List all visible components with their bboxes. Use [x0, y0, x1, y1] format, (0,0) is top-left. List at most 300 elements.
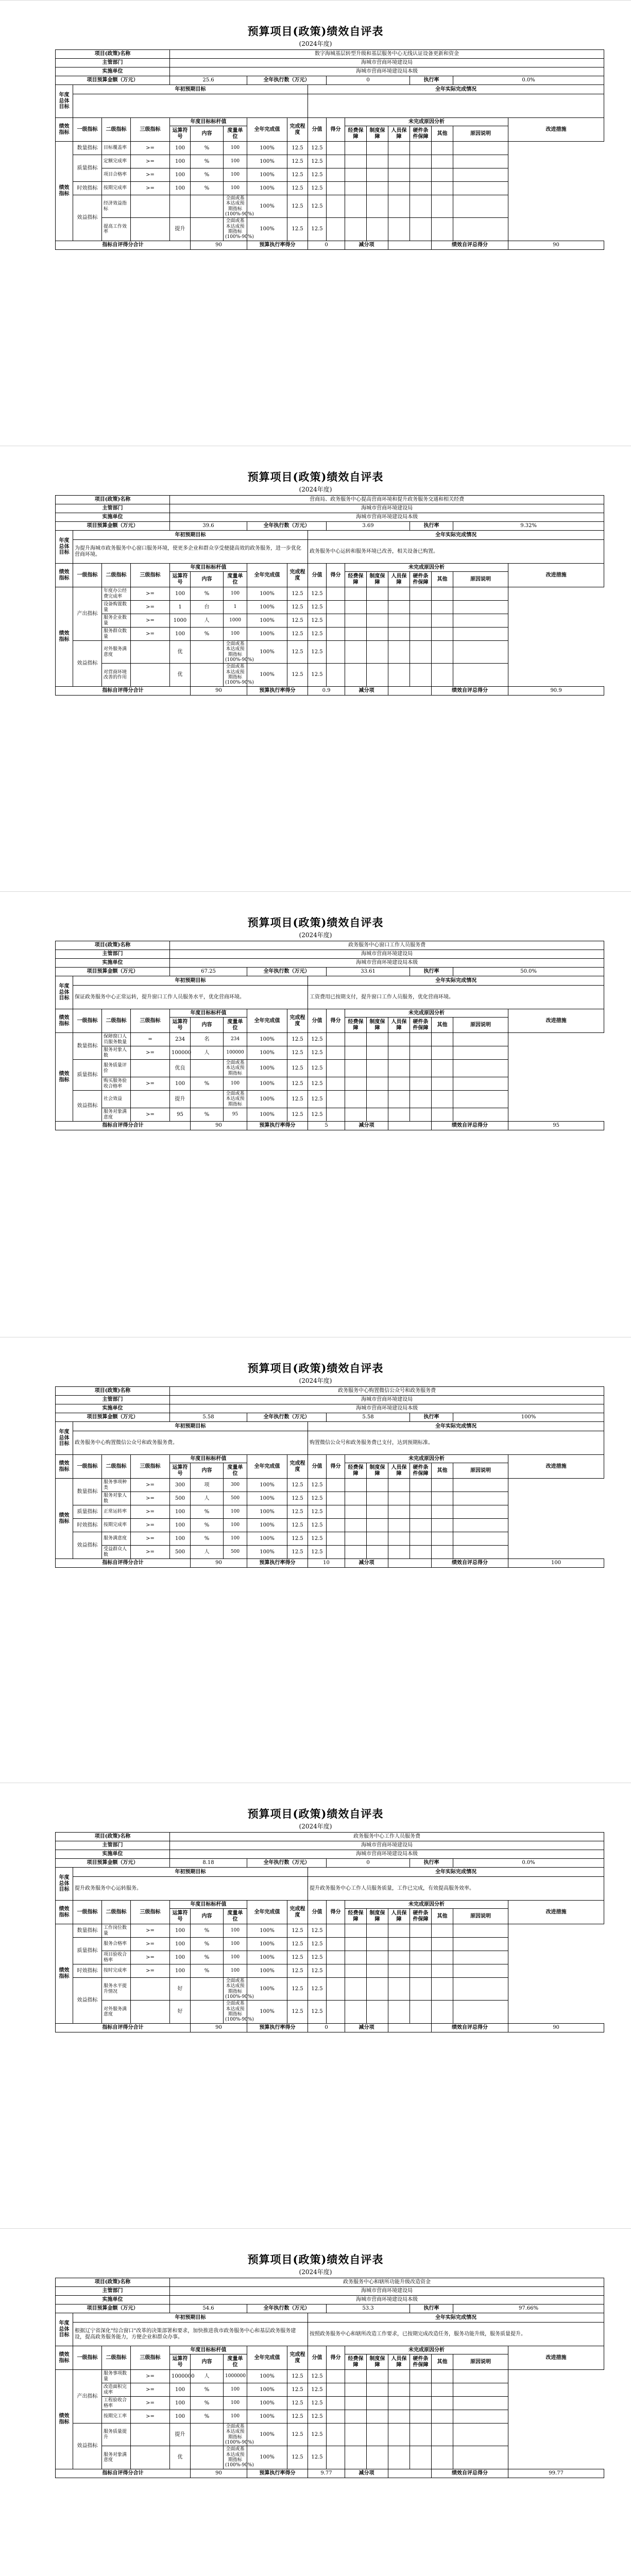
reason-cell — [410, 1091, 432, 1108]
implementing-unit-value: 海城市营商环境建设局本级 — [170, 959, 604, 968]
indicator-row — [56, 1505, 604, 1519]
weight-cell: 12.5 — [287, 1546, 308, 1559]
perf-indicator-label: 绩效指标 — [56, 564, 73, 587]
unit-header: 度量单位 — [224, 572, 247, 587]
score-cell: 12.5 — [308, 218, 327, 241]
reason-cell — [367, 2001, 388, 2023]
level3-indicator: 服务质量提升 — [102, 2424, 131, 2446]
level1-indicator: 绩效指标 — [56, 2370, 73, 2469]
level3-indicator: 定额完成率 — [102, 155, 131, 168]
operator-cell: >= — [131, 1505, 170, 1519]
implementing-unit-value: 海城市营商环境建设局本级 — [170, 1850, 604, 1859]
target-value-cell: 100 — [170, 1077, 191, 1091]
indicator-row — [56, 1532, 604, 1546]
reason-cell — [432, 1978, 453, 2001]
reason-cell — [432, 1091, 453, 1108]
improve-cell — [453, 2001, 508, 2023]
actual-goal-label: 全年实际完成情况 — [308, 531, 604, 540]
reason-cell — [367, 601, 388, 614]
reason-desc-header: 原因说明 — [453, 1909, 508, 1924]
exec-amount-label: 全年执行数（万元） — [247, 76, 327, 85]
reason-cell — [367, 182, 388, 195]
unit-cell — [191, 1091, 224, 1108]
reason-cell — [345, 628, 367, 641]
reason-cell — [345, 1978, 367, 2001]
unit-cell: % — [191, 1964, 224, 1978]
weight-cell: 12.5 — [287, 1519, 308, 1532]
level3-indicator: 服务对象满意度 — [102, 1108, 131, 1122]
report-table — [55, 1386, 604, 1568]
overall-score-value: 90.9 — [508, 686, 604, 695]
target-header: 年度目标标杆值 — [170, 118, 247, 126]
indicator-row — [56, 664, 604, 686]
implementing-unit-value: 海城市营商环境建设局本级 — [170, 513, 604, 522]
reason-cell — [388, 168, 410, 182]
unit-cell — [191, 2001, 224, 2023]
indicator-row — [56, 1492, 604, 1505]
score-cell: 12.5 — [308, 1532, 327, 1546]
level3-indicator: 工作岗位数量 — [102, 1924, 131, 1938]
unit-cell: % — [191, 2383, 224, 2397]
exec-amount-value: 33.61 — [327, 968, 410, 976]
score-cell: 12.5 — [308, 641, 327, 664]
operator-cell: >= — [131, 2370, 170, 2383]
reason-desc-header: 原因说明 — [453, 126, 508, 142]
score-header: 得分 — [327, 2346, 345, 2370]
improve-cell — [453, 2383, 508, 2397]
plan-goal-label: 年初预期目标 — [73, 2313, 308, 2323]
reason-cell — [327, 1978, 345, 2001]
score-cell: 12.5 — [308, 1077, 327, 1091]
perf-indicator-label: 绩效指标 — [56, 1009, 73, 1033]
reason-cell — [410, 218, 432, 241]
completion-cell: 100% — [247, 601, 287, 614]
operator-header: 运算符号 — [170, 1909, 191, 1924]
actual-value-cell: 全面或基本达成预期指标(100%-90%) — [224, 1978, 247, 2001]
content-header: 内容 — [191, 1909, 224, 1924]
reason-cell — [327, 664, 345, 686]
score-cell: 12.5 — [308, 142, 327, 155]
reason-cell — [367, 2410, 388, 2424]
level1-header: 一级指标 — [73, 2346, 102, 2370]
weight-cell: 12.5 — [287, 1978, 308, 2001]
reason-cell — [432, 1938, 453, 1951]
unit-cell: % — [191, 142, 224, 155]
reason-cell — [388, 2383, 410, 2397]
reason-cell — [367, 1479, 388, 1492]
target-value-cell: 提升 — [170, 2424, 191, 2446]
reason-staff-header: 人员保障 — [388, 2354, 410, 2370]
level3-indicator: 服务满意度 — [102, 1532, 131, 1546]
reason-system-header: 制度保障 — [367, 1463, 388, 1479]
project-name-label: 项目(政策)名称 — [56, 50, 170, 59]
unit-cell: 台 — [191, 601, 224, 614]
indicator-row — [56, 1077, 604, 1091]
target-value-cell: 300 — [170, 1479, 191, 1492]
target-value-cell: 优良 — [170, 1060, 191, 1077]
weight-cell: 12.5 — [287, 1060, 308, 1077]
unit-cell: % — [191, 1924, 224, 1938]
reason-cell — [367, 1546, 388, 1559]
weight-cell: 12.5 — [287, 2397, 308, 2410]
project-name: 政务服务中心购置微信公众号和政务服务费 — [170, 1387, 604, 1396]
report-table — [55, 2278, 604, 2478]
report-page — [0, 446, 631, 891]
level2-indicator: 产出指标 — [73, 2370, 102, 2424]
completion-cell: 100% — [247, 2397, 287, 2410]
reason-system-header: 制度保障 — [367, 572, 388, 587]
target-value-cell: 100 — [170, 1964, 191, 1978]
level1-header: 一级指标 — [73, 1009, 102, 1033]
reason-staff-header: 人员保障 — [388, 126, 410, 142]
reason-cell — [388, 641, 410, 664]
reason-cell — [410, 1046, 432, 1060]
score-cell: 12.5 — [308, 1951, 327, 1964]
level1-indicator: 绩效指标 — [56, 1924, 73, 2024]
improve-cell — [453, 1046, 508, 1060]
project-name-label: 项目(政策)名称 — [56, 1833, 170, 1841]
unit-cell: 人 — [191, 614, 224, 628]
level2-header: 二级指标 — [102, 1455, 131, 1479]
improve-cell — [453, 168, 508, 182]
level1-indicator: 绩效指标 — [56, 142, 73, 241]
weight-header: 分值 — [308, 1901, 327, 1924]
score-cell: 12.5 — [308, 2446, 327, 2469]
score-header: 得分 — [327, 1009, 345, 1033]
score-cell: 12.5 — [308, 628, 327, 641]
reason-cell — [367, 587, 388, 601]
project-name: 政务服务中心工作人员服务费 — [170, 1833, 604, 1841]
reason-cell — [327, 1060, 345, 1077]
project-name: 营商局、政务服务中心提高营商环境和提升政务服务交通和相关经费 — [170, 496, 604, 504]
improve-cell — [453, 2370, 508, 2383]
reason-cell — [410, 1546, 432, 1559]
score-cell: 12.5 — [308, 2001, 327, 2023]
improve-cell — [453, 155, 508, 168]
implementing-unit-label: 实施单位 — [56, 959, 170, 968]
target-value-cell: 100 — [170, 182, 191, 195]
reason-cell — [388, 1938, 410, 1951]
target-value-cell: 100 — [170, 2383, 191, 2397]
reason-cell — [367, 1091, 388, 1108]
improve-cell — [453, 142, 508, 155]
reason-cell — [345, 168, 367, 182]
completion-cell: 100% — [247, 218, 287, 241]
unit-cell: % — [191, 2410, 224, 2424]
reason-cell — [345, 1924, 367, 1938]
operator-cell: >= — [131, 2383, 170, 2397]
total-score-label: 指标自评得分合计 — [56, 241, 191, 249]
reason-cell — [327, 2397, 345, 2410]
unit-cell — [191, 218, 224, 241]
reason-cell — [367, 628, 388, 641]
weight-cell: 12.5 — [287, 1964, 308, 1978]
reason-cell — [327, 1519, 345, 1532]
actual-value-cell: 全面或基本达成预期指标(100%-90%) — [224, 2424, 247, 2446]
exec-rate-label: 执行率 — [410, 1413, 453, 1422]
reason-cell — [345, 155, 367, 168]
exec-rate-label: 执行率 — [410, 522, 453, 531]
annual-goal-label: 年度总体目标 — [56, 531, 73, 564]
reason-cell — [388, 2397, 410, 2410]
level1-indicator: 绩效指标 — [56, 1033, 73, 1122]
exec-score-value: 0 — [308, 241, 345, 249]
plan-goal-label: 年初预期目标 — [73, 1422, 308, 1431]
exec-rate-value: 97.66% — [453, 2304, 604, 2313]
operator-header: 运算符号 — [170, 1018, 191, 1033]
reason-cell — [432, 1479, 453, 1492]
report-page — [0, 1337, 631, 1783]
indicator-row — [56, 1046, 604, 1060]
reason-cell — [410, 1924, 432, 1938]
unit-cell: % — [191, 182, 224, 195]
report-title: 预算项目(政策)绩效自评表 — [247, 470, 384, 483]
score-cell: 12.5 — [308, 1060, 327, 1077]
reason-cell — [345, 1108, 367, 1122]
reason-cell — [327, 1951, 345, 1964]
perf-indicator-label: 绩效指标 — [56, 1455, 73, 1479]
target-value-cell: 500 — [170, 1546, 191, 1559]
level3-indicator: 正常运转率 — [102, 1505, 131, 1519]
reason-cell — [327, 1108, 345, 1122]
completion-cell: 100% — [247, 1046, 287, 1060]
level2-indicator: 质量指标 — [73, 1060, 102, 1091]
exec-rate-label: 执行率 — [410, 968, 453, 976]
reason-other-header: 其他 — [432, 126, 453, 142]
actual-value-cell: 100 — [224, 182, 247, 195]
actual-value-cell: 100000 — [224, 1046, 247, 1060]
completion-cell: 100% — [247, 1091, 287, 1108]
project-name-label: 项目(政策)名称 — [56, 941, 170, 950]
weight-cell: 12.5 — [287, 2383, 308, 2397]
reason-cell — [345, 1492, 367, 1505]
completion-cell: 100% — [247, 1077, 287, 1091]
reason-hardware-header: 硬件条件保障 — [410, 126, 432, 142]
budget-value: 54.6 — [170, 2304, 247, 2313]
reason-cell — [432, 614, 453, 628]
indicator-row — [56, 1060, 604, 1077]
target-value-cell: 1 — [170, 601, 191, 614]
content-header: 内容 — [191, 126, 224, 142]
completion-cell: 100% — [247, 1492, 287, 1505]
exec-rate-label: 执行率 — [410, 1859, 453, 1868]
reason-cell — [432, 2397, 453, 2410]
report-table — [55, 495, 604, 696]
reason-cell — [410, 2446, 432, 2469]
unit-cell — [191, 641, 224, 664]
plan-goal-text: 提升政务服务中心运转服务。 — [73, 1877, 308, 1901]
actual-value-cell: 全面或基本达成预期指标 — [224, 1060, 247, 1077]
indicator-row — [56, 2397, 604, 2410]
target-value-cell: 提升 — [170, 1091, 191, 1108]
department-value: 海城市营商环境建设局 — [170, 1841, 604, 1850]
reason-cell — [367, 1951, 388, 1964]
actual-goal-text — [308, 94, 604, 118]
reason-cell — [410, 601, 432, 614]
reason-cell — [345, 142, 367, 155]
actual-value-cell: 100 — [224, 1938, 247, 1951]
weight-cell: 12.5 — [287, 2410, 308, 2424]
indicator-row — [56, 2370, 604, 2383]
reason-cell — [327, 1479, 345, 1492]
indicator-row — [56, 2001, 604, 2023]
reason-cell — [410, 2370, 432, 2383]
score-cell: 12.5 — [308, 2397, 327, 2410]
level3-indicator: 年度办公经费完成率 — [102, 587, 131, 601]
level2-indicator: 效益指标 — [73, 1978, 102, 2024]
score-cell: 12.5 — [308, 1978, 327, 2001]
target-value-cell — [170, 195, 191, 218]
report-title: 预算项目(政策)绩效自评表 — [247, 916, 384, 929]
reason-cell — [388, 142, 410, 155]
total-score-label: 指标自评得分合计 — [56, 686, 191, 695]
total-score-label: 指标自评得分合计 — [56, 2469, 191, 2478]
reason-cell — [388, 1060, 410, 1077]
reason-cell — [410, 2424, 432, 2446]
content-header: 内容 — [191, 1018, 224, 1033]
reason-cell — [432, 1077, 453, 1091]
total-score-value: 90 — [191, 1122, 247, 1130]
target-value-cell: 100 — [170, 2410, 191, 2424]
actual-value-cell: 全面或基本达成预期指标(100%-90%) — [224, 2001, 247, 2023]
level3-indicator: 对外服务满意度 — [102, 2001, 131, 2023]
reason-staff-header: 人员保障 — [388, 1463, 410, 1479]
level1-header: 一级指标 — [73, 564, 102, 587]
completion-header: 完成程度 — [287, 564, 308, 587]
reason-cell — [345, 195, 367, 218]
actual-goal-text: 按照政务服务中心和辖所改造工作要求，已按期完成改造任务，服务功能升级，服务质量提升。 — [308, 2323, 604, 2346]
reason-cell — [367, 1046, 388, 1060]
level1-indicator: 绩效指标 — [56, 587, 73, 687]
indicator-row — [56, 1938, 604, 1951]
report-year: (2024年度) — [299, 40, 332, 47]
total-score-label: 指标自评得分合计 — [56, 2023, 191, 2032]
reason-cell — [345, 641, 367, 664]
target-value-cell: 1000000 — [170, 2370, 191, 2383]
reason-hardware-header: 硬件条件保障 — [410, 1018, 432, 1033]
unit-cell: 项 — [191, 1479, 224, 1492]
completion-cell: 100% — [247, 2410, 287, 2424]
reason-cell — [388, 2446, 410, 2469]
reason-cell — [367, 218, 388, 241]
content-header: 内容 — [191, 572, 224, 587]
target-value-cell: 100 — [170, 142, 191, 155]
reason-cell — [410, 168, 432, 182]
operator-cell — [131, 641, 170, 664]
operator-cell: >= — [131, 1532, 170, 1546]
total-score-value: 90 — [191, 2023, 247, 2032]
score-cell: 12.5 — [308, 1519, 327, 1532]
plan-goal-text: 保证政务服务中心正常运转，提升窗口工作人员服务水平，优化营商环境。 — [73, 986, 308, 1009]
level3-indicator: 服务对象人数 — [102, 1492, 131, 1505]
operator-cell — [131, 2001, 170, 2023]
score-cell: 12.5 — [308, 1505, 327, 1519]
reason-cell — [327, 601, 345, 614]
reason-cell — [432, 142, 453, 155]
reason-analysis-header: 未完成原因分析 — [345, 118, 508, 126]
reason-staff-header: 人员保障 — [388, 1909, 410, 1924]
weight-cell: 12.5 — [287, 1077, 308, 1091]
overall-score-label: 绩效自评总得分 — [432, 241, 508, 249]
actual-value-cell: 300 — [224, 1479, 247, 1492]
actual-value-cell: 全面或基本达成预期指标 — [224, 1091, 247, 1108]
plan-goal-text: 为提升海城市政务服务中心窗口服务环境，使更多企业和群众享受便捷高效的政务服务，进一步优化营商环境。 — [73, 540, 308, 564]
completion-cell: 100% — [247, 142, 287, 155]
reason-cell — [345, 2446, 367, 2469]
project-name-label: 项目(政策)名称 — [56, 496, 170, 504]
reason-cell — [410, 1479, 432, 1492]
reason-other-header: 其他 — [432, 1909, 453, 1924]
score-cell: 12.5 — [308, 195, 327, 218]
weight-cell: 12.5 — [287, 1479, 308, 1492]
department-value: 海城市营商环境建设局 — [170, 504, 604, 513]
budget-value: 25.6 — [170, 76, 247, 85]
target-value-cell: 234 — [170, 1033, 191, 1046]
improve-header: 改进措施 — [508, 1455, 604, 1479]
reason-cell — [388, 1519, 410, 1532]
level2-header: 二级指标 — [102, 1009, 131, 1033]
implementing-unit-label: 实施单位 — [56, 1850, 170, 1859]
level3-indicator: 服务事项数量 — [102, 2370, 131, 2383]
reason-cell — [432, 587, 453, 601]
overall-score-label: 绩效自评总得分 — [432, 2469, 508, 2478]
operator-header: 运算符号 — [170, 1463, 191, 1479]
actual-value-cell: 100 — [224, 142, 247, 155]
operator-header: 运算符号 — [170, 2354, 191, 2370]
improve-cell — [453, 1546, 508, 1559]
reason-cell — [345, 614, 367, 628]
exec-amount-label: 全年执行数（万元） — [247, 522, 327, 531]
reason-cell — [410, 2397, 432, 2410]
weight-cell: 12.5 — [287, 614, 308, 628]
score-cell: 12.5 — [308, 614, 327, 628]
reason-cell — [327, 2001, 345, 2023]
actual-value-cell: 全面或基本达成预期指标(100%-90%) — [224, 195, 247, 218]
reason-analysis-header: 未完成原因分析 — [345, 1455, 508, 1463]
exec-amount-value: 5.58 — [327, 1413, 410, 1422]
total-score-label: 指标自评得分合计 — [56, 1559, 191, 1568]
completion-cell: 100% — [247, 1519, 287, 1532]
improve-cell — [453, 1060, 508, 1077]
unit-cell — [191, 1978, 224, 2001]
level3-header: 三级指标 — [131, 1009, 170, 1033]
implementing-unit-value: 海城市营商环境建设局本级 — [170, 1404, 604, 1413]
level2-indicator: 时效指标 — [73, 1964, 102, 1978]
completion-header: 完成程度 — [287, 2346, 308, 2370]
report-page — [0, 891, 631, 1337]
weight-cell: 12.5 — [287, 142, 308, 155]
budget-label: 项目预算金额（万元） — [56, 522, 170, 531]
reason-cell — [327, 2370, 345, 2383]
indicator-row — [56, 1519, 604, 1532]
score-cell: 12.5 — [308, 2424, 327, 2446]
target-value-cell: 100 — [170, 1938, 191, 1951]
exec-amount-value: 53.3 — [327, 2304, 410, 2313]
indicator-row — [56, 182, 604, 195]
completion-cell: 100% — [247, 1951, 287, 1964]
level2-indicator: 数量指标 — [73, 1033, 102, 1060]
deduction-value — [388, 241, 432, 249]
score-cell: 12.5 — [308, 1546, 327, 1559]
exec-score-label: 预算执行率得分 — [247, 241, 308, 249]
deduction-label: 减分项 — [345, 2469, 388, 2478]
improve-cell — [453, 218, 508, 241]
completion-cell: 100% — [247, 1924, 287, 1938]
unit-cell: % — [191, 2397, 224, 2410]
target-value-cell: 优 — [170, 641, 191, 664]
reason-cell — [410, 182, 432, 195]
level3-indicator: 服务对象人数 — [102, 1046, 131, 1060]
